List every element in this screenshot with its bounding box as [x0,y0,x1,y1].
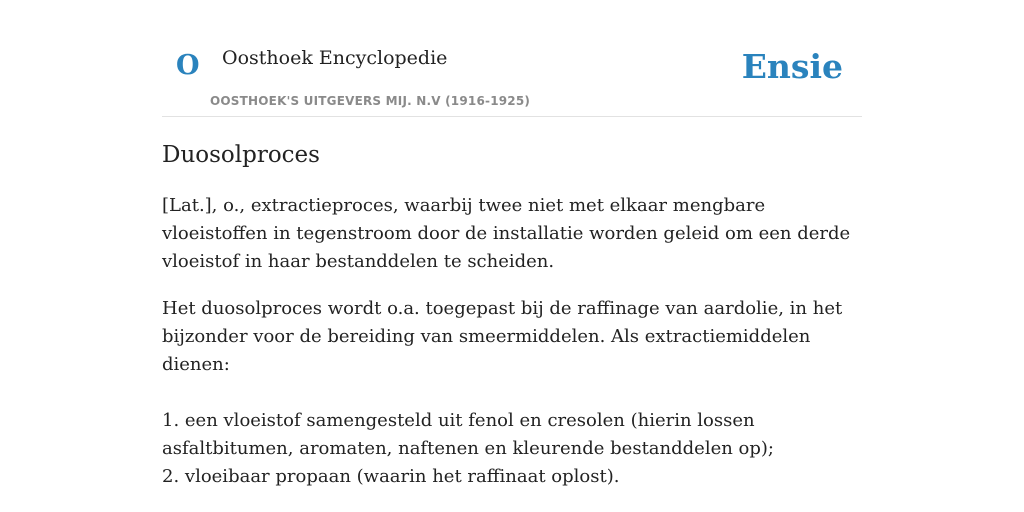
entry-paragraph: [Lat.], o., extractieproces, waarbij twee niet met elkaar mengbare vloeistoffen in tegenstroom door de installatie worden geleid om een derde vloeistof in haar bestanddelen te scheiden. [162,194,851,272]
site-header [162,0,862,117]
extraction-agents-list [162,407,862,491]
logo-mark[interactable]: O [176,50,200,81]
ensie-logo-link[interactable]: Ensie [741,47,843,86]
entry-paragraph: Het duosolproces wordt o.a. toegepast bij de raffinage van aardolie, in het bijzonder voor de bereiding van smeermiddelen. Als extractiemiddelen dienen: [162,297,843,375]
list-item: 1. een vloeistof samengesteld uit fenol en cresolen (hierin lossen asfaltbitumen, aromaten, naftenen en kleurende bestanddelen op); [162,409,774,459]
list-item: 2. vloeibaar propaan (waarin het raffinaat oplost). [162,465,620,487]
page [162,0,862,491]
encyclopedia-title-link[interactable]: Oosthoek Encyclopedie [222,47,448,69]
entry-title: Duosolproces [162,142,320,168]
publisher-label: OOSTHOEK'S UITGEVERS MIJ. N.V (1916-1925) [210,94,531,108]
